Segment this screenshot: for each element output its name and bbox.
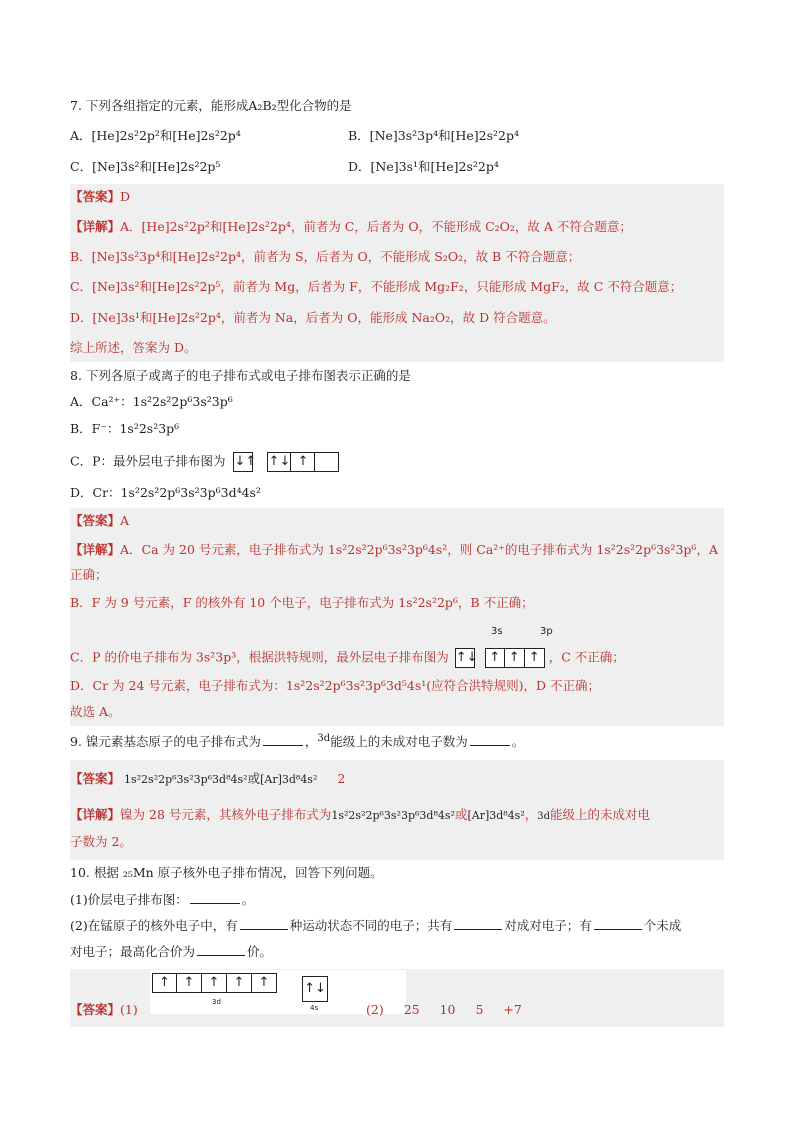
q7-detail-1: [70, 218, 632, 236]
answer-blank: [594, 918, 642, 930]
detail-text: ，C 不正确；: [548, 649, 625, 665]
label-3p: 3p: [540, 626, 553, 637]
q10-text: 种运动状态不同的电子；共有: [289, 918, 453, 933]
detail-formula: 3d: [537, 811, 551, 822]
up-arrow-icon: ↑: [227, 973, 252, 993]
q10-text: 个未成: [643, 918, 682, 933]
q10-text: 对成对电子；有: [504, 918, 592, 933]
orbital-3p-diagram: [267, 452, 339, 472]
q9-detail-2: 子数为 2。: [70, 834, 132, 849]
q8-option-c: [70, 452, 339, 472]
q10-answer: [70, 1001, 138, 1019]
q7-option-d: D．[Ne]3s¹和[He]2s²2p⁴: [348, 159, 499, 174]
answer-tag: 【答案】: [70, 513, 121, 528]
q7-option-c: C．[Ne]3s²和[He]2s²2p⁵: [70, 159, 221, 174]
q10-part-2: [70, 917, 681, 935]
q9-stem-text: 9. 镍元素基态原子的电子排布式为: [70, 734, 261, 749]
up-down-arrow-icon: ↑↓: [455, 648, 475, 668]
q8-answer: [70, 512, 129, 530]
q7-answer: [70, 188, 130, 206]
q10-stem: 10. 根据 ₂₅Mn 原子核外电子排布情况，回答下列问题。: [70, 865, 383, 880]
up-arrow-icon: ↑: [152, 973, 177, 993]
answer-value: (2): [366, 1002, 384, 1017]
orbital-3p-diagram: [485, 648, 545, 668]
detail-text: A．[He]2s²2p²和[He]2s²2p⁴，前者为 C，后者为 O，不能形成 C₂O₂，故 A 不符合题意；: [120, 219, 632, 234]
q8-detail-3: [70, 648, 625, 668]
q7-answer-block: [70, 184, 724, 362]
q9-stem-text: 能级上的未成对电子数为: [330, 734, 468, 749]
detail-text: C．P 的价电子排布为 3s²3p³，根据洪特规则，最外层电子排布图为: [70, 649, 449, 665]
detail-text: A．Ca 为 20 号元素，电子排布式为 1s²2s²2p⁶3s²3p⁶4s²，则 Ca²⁺的电子排布式为 1s²2s²2p⁶3s²3p⁶，A: [120, 542, 718, 557]
orbital-3s-diagram: [233, 452, 257, 472]
q7-option-a: A．[He]2s²2p²和[He]2s²2p⁴: [70, 128, 241, 143]
q8-option-a: A．Ca²⁺：1s²2s²2p⁶3s²3p⁶: [70, 394, 233, 409]
q10-text: 对电子；最高化合价为: [70, 944, 196, 959]
answer-tag: 【答案】: [70, 771, 121, 786]
answer-value: 5: [475, 1002, 484, 1017]
q7-detail-2: B．[Ne]3s²3p⁴和[He]2s²2p⁴，前者为 S，后者为 O，不能形成 S₂O₂，故 B 不符合题意；: [70, 249, 581, 264]
up-arrow-icon: ↑: [202, 973, 227, 993]
orbital-3d-diagram: [152, 973, 277, 993]
q8-option-d: D．Cr：1s²2s²2p⁶3s²3p⁶3d⁴4s²: [70, 485, 261, 500]
detail-text: 或: [454, 807, 468, 822]
answer-tag: 【答案】: [70, 189, 121, 204]
answer-blank: [197, 944, 245, 956]
answer-value: 10: [439, 1002, 456, 1017]
answer-blank: [470, 734, 510, 746]
q9-answer: [70, 770, 345, 789]
label-4s: 4s: [310, 1004, 319, 1012]
answer-value: A: [120, 513, 130, 528]
q10-answer-2: [366, 1001, 522, 1019]
q10-text: 。: [241, 892, 255, 907]
up-arrow-icon: ↑: [525, 648, 545, 668]
q9-stem: [70, 733, 524, 751]
answer-value: 2: [337, 771, 346, 786]
answer-or: 或: [247, 771, 261, 786]
answer-value: +7: [503, 1002, 522, 1017]
q10-text: (2)在锰原子的核外电子中，有: [70, 918, 238, 933]
detail-text: 能级上的未成对电: [550, 807, 651, 822]
q9-stem-text: ，: [304, 734, 318, 749]
label-3s: 3s: [491, 626, 503, 637]
up-down-arrow-icon: ↑↓: [267, 452, 291, 472]
q7-option-b: B．[Ne]3s²3p⁴和[He]2s²2p⁴: [348, 128, 520, 143]
q9-detail-1: [70, 806, 650, 826]
answer-value: D: [120, 189, 131, 204]
up-arrow-icon: ↑: [177, 973, 202, 993]
up-arrow-icon: ↑: [485, 648, 505, 668]
q8-detail-1b: 正确；: [70, 567, 108, 582]
detail-text: ，: [524, 807, 538, 822]
answer-blank: [190, 892, 240, 904]
q9-stem-text: 3d: [317, 732, 331, 744]
q9-stem-text: 。: [511, 734, 525, 749]
up-down-arrow-icon: ↓↑: [233, 452, 253, 472]
q8-stem: 8. 下列各原子或离子的电子排布式或电子排布图表示正确的是: [70, 368, 411, 383]
detail-tag: 【详解】: [70, 542, 121, 557]
orbital-3s-diagram: [455, 648, 478, 668]
q7-detail-5: 综上所述，答案为 D。: [70, 340, 197, 355]
answer-value: 1s²2s²2p⁶3s²3p⁶3d⁸4s²: [124, 773, 248, 786]
up-arrow-icon: ↑: [252, 973, 277, 993]
q10-text: 价。: [247, 944, 273, 959]
q7-detail-4: D．[Ne]3s¹和[He]2s²2p⁴，前者为 Na，后者为 O，能形成 Na₂O₂，故 D 符合题意。: [70, 310, 556, 325]
q10-part-3: [70, 943, 272, 961]
q7-detail-3: C．[Ne]3s²和[He]2s²2p⁵，前者为 Mg，后者为 F，不能形成 Mg₂F₂，只能形成 MgF₂，故 C 不符合题意；: [70, 279, 683, 294]
q8-detail-5: 故选 A。: [70, 704, 121, 719]
detail-tag: 【详解】: [70, 219, 121, 234]
detail-formula: [Ar]3d⁸4s²: [467, 809, 525, 822]
answer-tag: 【答案】: [70, 1002, 121, 1017]
answer-blank: [240, 918, 288, 930]
detail-tag: 【详解】: [70, 807, 121, 822]
orbital-4s-diagram: [302, 976, 328, 1002]
empty-orbital-box: [315, 452, 339, 472]
label-3d: 3d: [212, 998, 221, 1006]
q7-stem: 7. 下列各组指定的元素，能形成A₂B₂型化合物的是: [70, 98, 352, 113]
q8-option-b: B．F⁻：1s²2s²3p⁶: [70, 421, 180, 436]
option-c-text: C．P：最外层电子排布图为: [70, 453, 226, 469]
answer-value: 25: [403, 1002, 420, 1017]
answer-blank: [263, 734, 303, 746]
answer-value: (1): [120, 1002, 138, 1017]
answer-value: [Ar]3d⁸4s²: [260, 773, 318, 786]
up-arrow-icon: ↑: [291, 452, 315, 472]
up-down-arrow-icon: ↑↓: [302, 976, 328, 1002]
up-arrow-icon: ↑: [505, 648, 525, 668]
answer-blank: [454, 918, 502, 930]
q8-detail-2: B．F 为 9 号元素，F 的核外有 10 个电子，电子排布式为 1s²2s²2p⁶，B 不正确；: [70, 595, 534, 610]
q8-detail-1: [70, 541, 718, 559]
detail-formula: 1s²2s²2p⁶3s²3p⁶3d⁸4s²: [331, 809, 455, 822]
q10-part-1: [70, 891, 254, 909]
q8-detail-4: D．Cr 为 24 号元素，电子排布式为：1s²2s²2p⁶3s²3p⁶3d⁵4s¹(应符合洪特规则)，D 不正确；: [70, 678, 601, 693]
detail-text: 镍为 28 号元素，其核外电子排布式为: [120, 807, 332, 822]
q10-text: (1)价层电子排布图：: [70, 892, 188, 907]
